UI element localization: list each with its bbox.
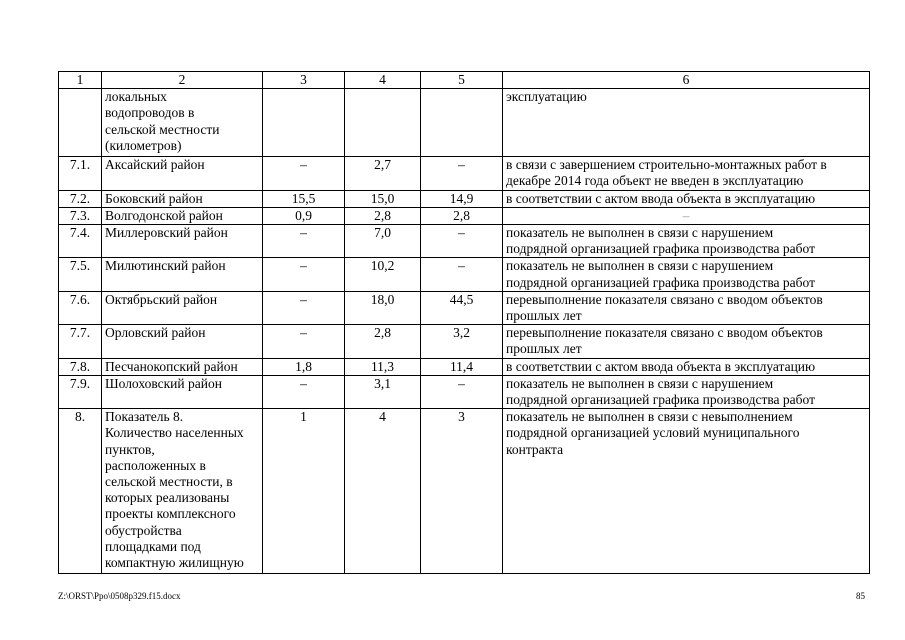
indicator-name-line: сельской местности, в [105, 474, 233, 490]
header-col-4: 4 [345, 72, 421, 89]
value-col-5: – [421, 258, 503, 291]
district-name: Боковский район [102, 190, 263, 207]
indicator-name-line: компактную жилищную [105, 555, 244, 571]
value-col-3: 15,5 [263, 190, 345, 207]
table-row [59, 375, 870, 408]
value-col-4: 2,8 [345, 207, 421, 224]
row-number: 7.9. [59, 375, 102, 408]
indicator-name-line: Показатель 8. [105, 409, 184, 425]
comment-line: прошлых лет [506, 308, 582, 324]
row-number: 7.2. [59, 190, 102, 207]
value-col-5: – [421, 225, 503, 258]
comment-cell [503, 207, 870, 224]
row-number: 8. [59, 409, 102, 574]
table-row [59, 207, 870, 224]
district-name: Песчанокопский район [102, 358, 263, 375]
indicator-name-line: площадками под [105, 538, 201, 554]
value-col-5: 3,2 [421, 325, 503, 358]
comment-line: подрядной организацией графика производства работ [506, 241, 816, 257]
value-col-4: 2,8 [345, 325, 421, 358]
comment-line: декабре 2014 года объект не введен в эксплуатацию [506, 173, 804, 189]
indicator-name-line: которых реализованы [105, 490, 230, 506]
comment-line: подрядной организацией условий муниципального [506, 425, 800, 441]
table-row [59, 225, 870, 258]
indicator-name [102, 409, 263, 574]
comment-line: в связи с завершением строительно-монтажных работ в [506, 157, 827, 173]
comment-cell [503, 190, 870, 207]
district-name: Октябрьский район [102, 291, 263, 324]
continuation-c4 [345, 89, 421, 157]
value-col-3: 0,9 [263, 207, 345, 224]
value-col-3: 1 [263, 409, 345, 574]
comment-cell [503, 409, 870, 574]
header-col-2: 2 [102, 72, 263, 89]
comment-cell [503, 225, 870, 258]
continuation-name [102, 89, 263, 157]
table-row [59, 325, 870, 358]
value-col-5: 3 [421, 409, 503, 574]
continuation-line: локальных [105, 89, 167, 105]
value-col-4: 4 [345, 409, 421, 574]
header-col-3: 3 [263, 72, 345, 89]
value-col-3: – [263, 325, 345, 358]
district-name: Орловский район [102, 325, 263, 358]
value-col-4: 15,0 [345, 190, 421, 207]
comment-line: показатель не выполнен в связи с нарушением [506, 225, 774, 241]
value-col-4: 2,7 [345, 157, 421, 190]
row-number: 7.8. [59, 358, 102, 375]
comment-line: перевыполнение показателя связано с вводом объектов [506, 325, 823, 341]
row-number: 7.6. [59, 291, 102, 324]
value-col-5: 2,8 [421, 207, 503, 224]
district-name: Миллеровский район [102, 225, 263, 258]
continuation-row [59, 89, 870, 157]
indicator-name-line: пунктов, [105, 441, 155, 457]
comment-line: – [682, 207, 690, 223]
comment-line: показатель не выполнен в связи с нарушением [506, 375, 774, 391]
district-name: Шолоховский район [102, 375, 263, 408]
value-col-3: – [263, 258, 345, 291]
row-number: 7.4. [59, 225, 102, 258]
header-col-6: 6 [503, 72, 870, 89]
value-col-3: – [263, 157, 345, 190]
value-col-3: – [263, 375, 345, 408]
comment-line: перевыполнение показателя связано с вводом объектов [506, 291, 823, 307]
comment-line: подрядной организацией графика производства работ [506, 274, 816, 290]
value-col-5: – [421, 157, 503, 190]
continuation-line: сельской местности [105, 121, 220, 137]
value-col-5: 14,9 [421, 190, 503, 207]
continuation-line: водопроводов в [105, 105, 195, 121]
district-name: Милютинский район [102, 258, 263, 291]
comment-line: в соответствии с актом ввода объекта в эксплуатацию [506, 358, 816, 374]
comment-cell [503, 157, 870, 190]
value-col-4: 3,1 [345, 375, 421, 408]
value-col-3: – [263, 225, 345, 258]
comment-cell [503, 325, 870, 358]
indicator-name-line: Количество населенных [105, 425, 244, 441]
header-col-1: 1 [59, 72, 102, 89]
row-number: 7.1. [59, 157, 102, 190]
district-name: Аксайский район [102, 157, 263, 190]
value-col-3: – [263, 291, 345, 324]
value-col-5: 44,5 [421, 291, 503, 324]
value-col-5: 11,4 [421, 358, 503, 375]
continuation-line: (километров) [105, 137, 182, 153]
row-number: 7.7. [59, 325, 102, 358]
continuation-c6: эксплуатацию [503, 89, 870, 157]
footer-page-number: 85 [856, 591, 865, 601]
comment-cell [503, 358, 870, 375]
header-row [59, 72, 870, 89]
report-table [58, 71, 870, 574]
table-row [59, 291, 870, 324]
value-col-4: 10,2 [345, 258, 421, 291]
indicator-name-line: обустройства [105, 522, 182, 538]
row-number: 7.3. [59, 207, 102, 224]
comment-line: показатель не выполнен в связи с нарушением [506, 258, 774, 274]
comment-cell [503, 291, 870, 324]
comment-cell [503, 258, 870, 291]
value-col-4: 18,0 [345, 291, 421, 324]
comment-cell [503, 375, 870, 408]
row-number: 7.5. [59, 258, 102, 291]
table-row [59, 190, 870, 207]
comment-line: контракта [506, 441, 564, 457]
table-row-indicator-8 [59, 409, 870, 574]
comment-line: показатель не выполнен в связи с невыполнением [506, 409, 793, 425]
continuation-num [59, 89, 102, 157]
value-col-3: 1,8 [263, 358, 345, 375]
indicator-name-line: расположенных в [105, 457, 206, 473]
continuation-c5 [421, 89, 503, 157]
value-col-5: – [421, 375, 503, 408]
footer-file-path: Z:\ORST\Ppo\0508p329.f15.docx [58, 591, 181, 601]
table-row [59, 157, 870, 190]
table-row [59, 258, 870, 291]
header-col-5: 5 [421, 72, 503, 89]
comment-line: подрядной организацией графика производства работ [506, 392, 816, 408]
comment-line: прошлых лет [506, 341, 582, 357]
table-row [59, 358, 870, 375]
continuation-c3 [263, 89, 345, 157]
comment-line: в соответствии с актом ввода объекта в эксплуатацию [506, 190, 816, 206]
district-name: Волгодонской район [102, 207, 263, 224]
value-col-4: 11,3 [345, 358, 421, 375]
value-col-4: 7,0 [345, 225, 421, 258]
indicator-name-line: проекты комплексного [105, 506, 236, 522]
